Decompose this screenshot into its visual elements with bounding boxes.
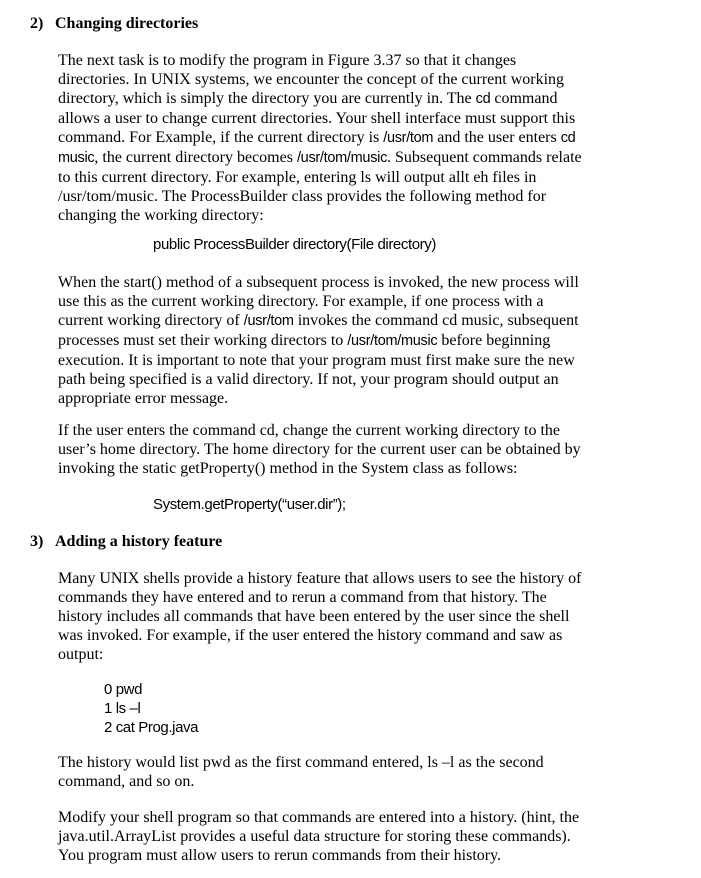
- text-line: Modify your shell program so that commands are entered into a history. (hint, the: [58, 809, 580, 826]
- text-line: command, and so on.: [58, 773, 195, 790]
- text-run: directory, which is simply the directory you are currently in. The: [58, 90, 476, 107]
- text-line: changing the working directory:: [58, 207, 264, 224]
- text-line: [58, 89, 588, 109]
- inline-code: /usr/tom: [243, 313, 294, 329]
- text-run: command. For Example, if the current directory is: [58, 129, 384, 146]
- text-line: /usr/tom/music. The ProcessBuilder class provides the following method for: [58, 188, 547, 205]
- code-snippet-get-property: [153, 495, 346, 514]
- history-line: 1 ls –l: [104, 700, 141, 717]
- code-line: System.getProperty(“user.dir”);: [153, 496, 346, 513]
- text-run: and the user enters: [433, 129, 561, 146]
- text-run: processes must set their working directors to: [58, 332, 348, 349]
- text-run: before beginning: [437, 332, 551, 349]
- text-line: [58, 148, 588, 168]
- text-line: directories. In UNIX systems, we encounter the concept of the current working: [58, 71, 565, 88]
- text-line: The next task is to modify the program in Figure 3.37 so that it changes: [58, 52, 517, 69]
- text-line: java.util.ArrayList provides a useful data structure for storing these commands).: [58, 828, 571, 845]
- text-line: execution. It is important to note that your program must first make sure the new: [58, 352, 575, 369]
- text-line: appropriate error message.: [58, 390, 229, 407]
- text-run: command: [490, 90, 558, 107]
- text-line: You program must allow users to rerun commands from their history.: [58, 847, 502, 864]
- text-line: history includes all commands that have been entered by the user since the shell: [58, 608, 570, 625]
- inline-code: cd: [475, 91, 491, 107]
- section-heading-history-feature: [30, 532, 222, 551]
- inline-code: cd: [560, 130, 576, 146]
- inline-code: /usr/tom: [383, 130, 434, 146]
- text-line: commands they have entered and to rerun a command from that history. The: [58, 589, 547, 606]
- text-line: Many UNIX shells provide a history feature that allows users to see the history of: [58, 570, 582, 587]
- inline-code: /usr/tom/music: [296, 150, 388, 166]
- text-line: allows a user to change current directories. Your shell interface must support this: [58, 110, 576, 127]
- section-heading-changing-directories: [30, 14, 198, 33]
- text-line: path being specified is a valid directory. If not, your program should output an: [58, 371, 559, 388]
- paragraph-start-method: [58, 273, 588, 408]
- text-line: use this as the current working directory. For example, if one process with a: [58, 293, 544, 310]
- inline-code: /usr/tom/music: [347, 333, 438, 349]
- text-line: [58, 128, 588, 148]
- text-run: invokes the command cd music, subsequent: [293, 312, 579, 329]
- code-line: public ProcessBuilder directory(File directory): [153, 236, 436, 253]
- text-line: output:: [58, 646, 104, 663]
- text-run: current working directory of: [58, 312, 244, 329]
- section-number: 2): [30, 15, 44, 32]
- paragraph-cd-home: [58, 421, 588, 478]
- paragraph-modify-shell: [58, 808, 588, 865]
- text-line: to this current directory. For example, entering ls will output allt eh files in: [58, 169, 537, 186]
- section-number: 3): [30, 533, 44, 550]
- text-line: The history would list pwd as the first command entered, ls –l as the second: [58, 754, 544, 771]
- text-run: , the current directory becomes: [94, 149, 297, 166]
- text-line: user’s home directory. The home directory for the current user can be obtained by: [58, 441, 581, 458]
- text-line: [58, 311, 588, 331]
- history-output-block: [104, 680, 198, 737]
- history-line: 0 pwd: [104, 681, 143, 698]
- text-line: invoking the static getProperty() method in the System class as follows:: [58, 460, 518, 477]
- section-title: Changing directories: [55, 15, 199, 32]
- text-line: [58, 331, 588, 351]
- text-line: If the user enters the command cd, change the current working directory to the: [58, 422, 561, 439]
- code-snippet-directory-method: [153, 235, 436, 254]
- paragraph-intro: [58, 51, 588, 225]
- inline-code: music: [58, 150, 95, 166]
- paragraph-history-intro: [58, 569, 588, 664]
- history-line: 2 cat Prog.java: [104, 719, 199, 736]
- section-title: Adding a history feature: [55, 533, 223, 550]
- text-line: was invoked. For example, if the user entered the history command and saw as: [58, 627, 563, 644]
- text-run: . Subsequent commands relate: [387, 149, 582, 166]
- text-line: When the start() method of a subsequent process is invoked, the new process will: [58, 274, 579, 291]
- paragraph-history-list: [58, 753, 588, 791]
